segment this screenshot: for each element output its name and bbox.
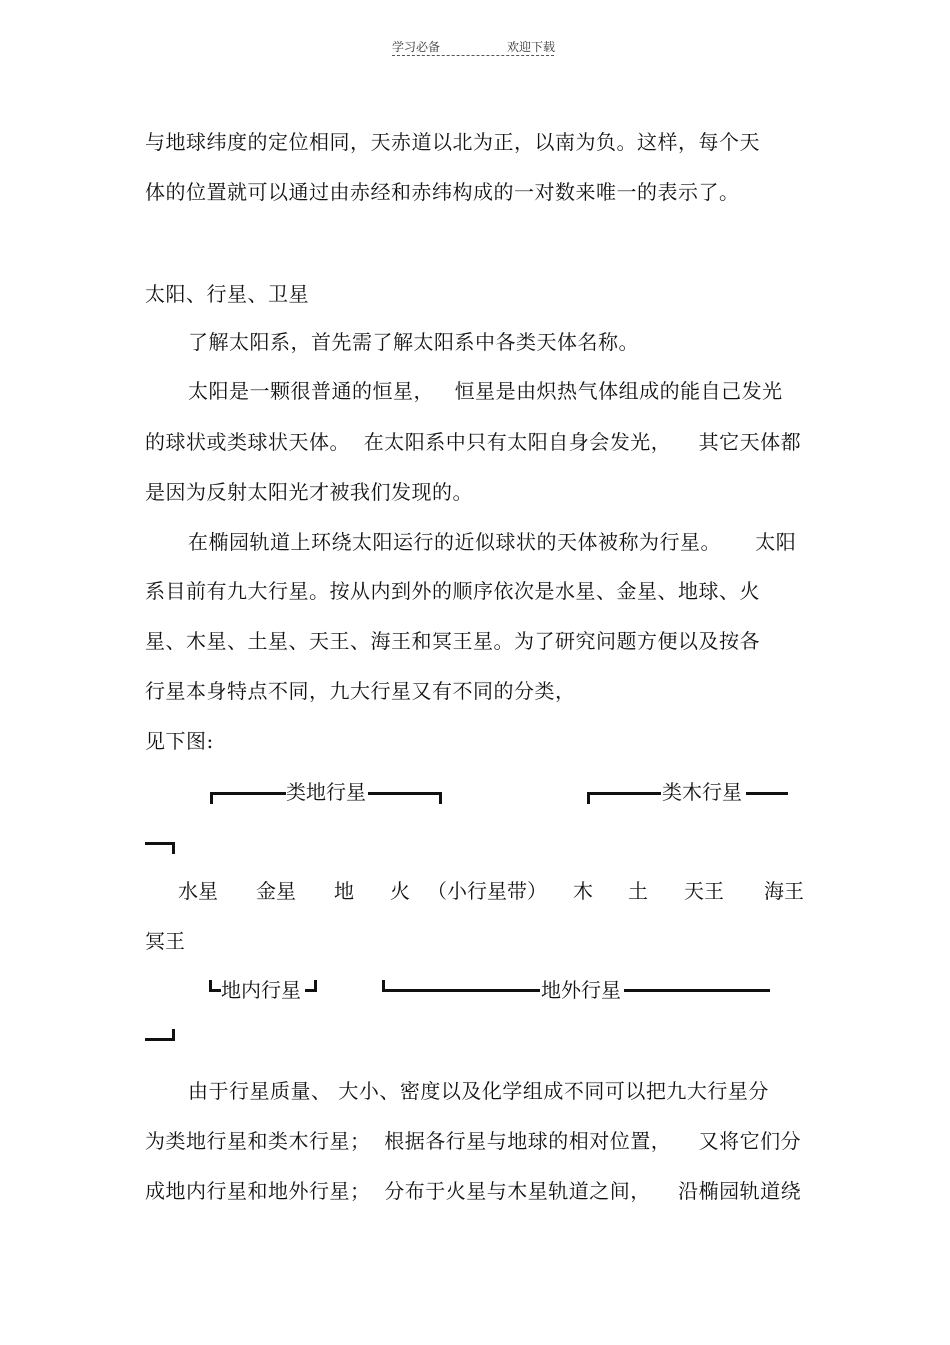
paragraph-line: 成地内行星和地外行星； 分布于火星与木星轨道之间， 沿椭园轨道绕 bbox=[145, 1179, 802, 1203]
label-terrestrial-planets: 类地行星 bbox=[286, 780, 366, 804]
section-title: 太阳、行星、卫星 bbox=[145, 282, 309, 306]
planet-label: 木 bbox=[573, 879, 593, 903]
header-right: 欢迎下载 bbox=[507, 40, 556, 54]
label-jovian-planets: 类木行星 bbox=[662, 780, 742, 804]
planet-label: 海王 bbox=[764, 879, 804, 903]
see-below-caption: 见下图: bbox=[145, 729, 214, 753]
paragraph-line: 由于行星质量、 大小、密度以及化学组成不同可以把九大行星分 bbox=[188, 1079, 769, 1103]
label-superior-planets: 地外行星 bbox=[541, 978, 621, 1002]
planet-label: 火 bbox=[390, 879, 410, 903]
paragraph-line: 与地球纬度的定位相同，天赤道以北为正，以南为负。这样，每个天 bbox=[145, 130, 760, 154]
planet-label: 冥王 bbox=[145, 929, 185, 953]
paragraph-line: 为类地行星和类木行星； 根据各行星与地球的相对位置， 又将它们分 bbox=[145, 1129, 802, 1153]
planet-label: 水星 bbox=[178, 879, 218, 903]
paragraph-line: 的球状或类球状天体。 在太阳系中只有太阳自身会发光， 其它天体都 bbox=[145, 430, 802, 454]
planet-label: 天王 bbox=[684, 879, 724, 903]
paragraph-line: 太阳是一颗很普通的恒星， 恒星是由炽热气体组成的能自己发光 bbox=[188, 379, 783, 403]
paragraph-line: 了解太阳系，首先需了解太阳系中各类天体名称。 bbox=[188, 330, 639, 354]
label-inferior-planets: 地内行星 bbox=[221, 978, 301, 1002]
header-left: 学习必备 bbox=[392, 40, 441, 54]
header-rule bbox=[392, 55, 554, 56]
paragraph-line: 体的位置就可以通过由赤经和赤纬构成的一对数来唯一的表示了。 bbox=[145, 180, 740, 204]
planet-label: 土 bbox=[628, 879, 648, 903]
paragraph-line: 是因为反射太阳光才被我们发现的。 bbox=[145, 480, 473, 504]
paragraph-line: 行星本身特点不同，九大行星又有不同的分类， bbox=[145, 679, 576, 703]
planet-label: 地 bbox=[334, 879, 354, 903]
paragraph-line: 系目前有九大行星。按从内到外的顺序依次是水星、金星、地球、火 bbox=[145, 579, 760, 603]
paragraph-line: 在椭园轨道上环绕太阳运行的近似球状的天体被称为行星。 太阳 bbox=[188, 530, 797, 554]
asteroid-belt-label: （小行星带） bbox=[427, 879, 547, 903]
paragraph-line: 星、木星、土星、天王、海王和冥王星。为了研究问题方便以及按各 bbox=[145, 629, 760, 653]
planet-label: 金星 bbox=[256, 879, 296, 903]
